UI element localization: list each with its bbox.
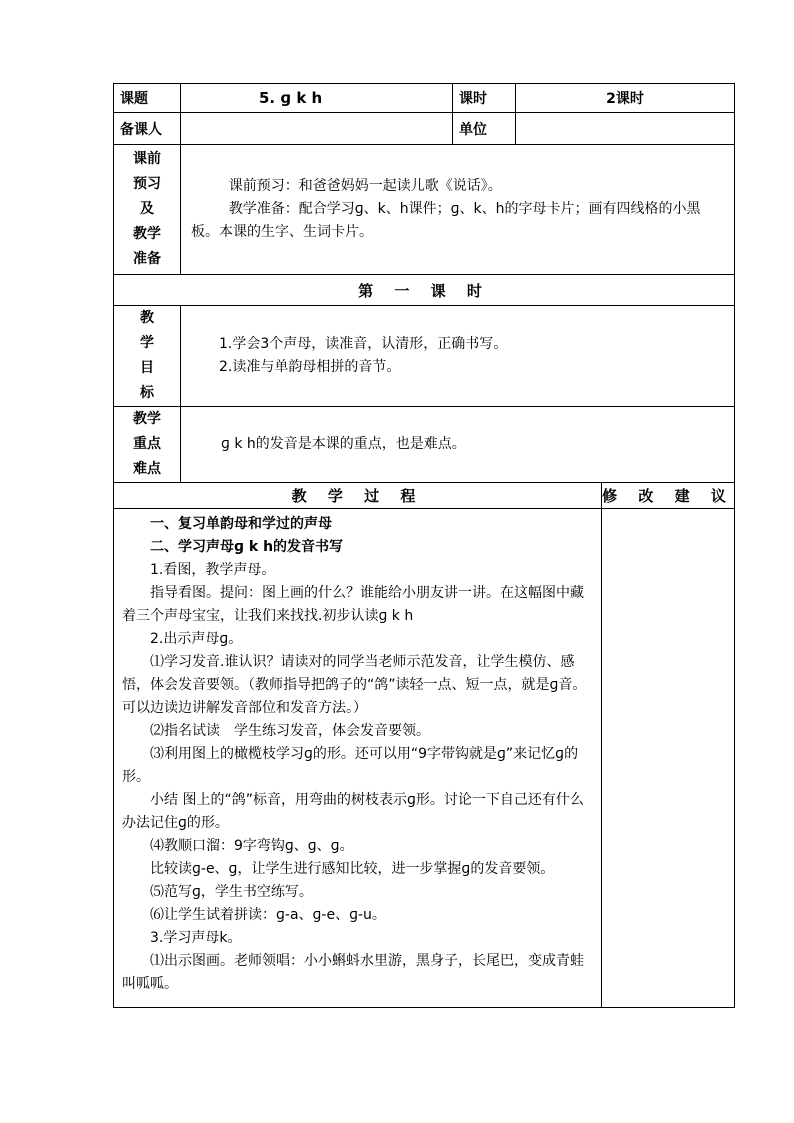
prep-content — [181, 145, 735, 275]
process-line: ⑹让学生试着拼读：ɡ-a、ɡ-e、ɡ-u。 — [150, 907, 386, 923]
process-line: ⑴学习发音.谁认识？请读对的同学当老师示范发音，让学生模仿、感悟，体会发音要领。（教师指导把鸽子的“鸽”读轻一点、短一点，就是ɡ音。可以边读边讲解发音部位和发音方法。） — [122, 654, 587, 716]
subject-value: 5. ɡ k h — [181, 84, 453, 113]
prep-label-line: 教学 — [133, 226, 161, 242]
process-line: 2.出示声母ɡ。 — [150, 631, 243, 647]
period-value: 2课时 — [516, 84, 735, 113]
focus-label — [114, 407, 181, 483]
revise-header: 修 改 建 议 — [602, 483, 735, 509]
process-line: 二、学习声母ɡ k h的发音书写 — [150, 539, 344, 555]
section-title: 第 一 课 时 — [114, 275, 735, 306]
goals-label-line: 目 — [140, 360, 154, 376]
prep-label-line: 准备 — [133, 251, 161, 267]
subject-label: 课题 — [114, 84, 181, 113]
period-label: 课时 — [453, 84, 516, 113]
focus-label-line: 难点 — [133, 461, 161, 477]
prep-label-line: 课前 — [133, 151, 161, 167]
goals-label-line: 学 — [140, 335, 154, 351]
process-header: 教 学 过 程 — [114, 483, 602, 509]
process-line: ⑸范写ɡ，学生书空练写。 — [150, 884, 313, 900]
process-line: 小结 图上的“鸽”标音，用弯曲的树枝表示ɡ形。讨论一下自己还有什么办法记住ɡ的形。 — [122, 792, 584, 831]
prep-line: 教学准备：配合学习ɡ、k、h课件；ɡ、k、h的字母卡片；画有四线格的小黑板。本课的生字、生词卡片。 — [191, 201, 701, 240]
process-body — [114, 509, 602, 1008]
prep-label-line: 预习 — [133, 176, 161, 192]
prep-label-line: 及 — [140, 201, 154, 217]
goals-label-line: 教 — [140, 310, 154, 326]
focus-content: ɡ k h的发音是本课的重点，也是难点。 — [181, 407, 735, 483]
unit-label: 单位 — [453, 113, 516, 145]
focus-label-line: 重点 — [133, 436, 161, 452]
process-line: ⑶利用图上的橄榄枝学习ɡ的形。还可以用“9字带钩就是ɡ”来记忆ɡ的形。 — [122, 746, 579, 785]
prep-line: 课前预习：和爸爸妈妈一起读儿歌《说话》。 — [228, 178, 502, 194]
goals-label — [114, 306, 181, 407]
process-line: 指导看图。提问：图上画的什么？谁能给小朋友讲一讲。在这幅图中藏着三个声母宝宝，让我们来找找.初步认读ɡ k h — [122, 585, 584, 624]
process-line: ⑷教顺口溜：9字弯钩ɡ、ɡ、ɡ。 — [150, 838, 354, 854]
process-line: 1.看图，教学声母。 — [150, 562, 276, 578]
goal-line: 2.读准与单韵母相拼的音节。 — [219, 359, 401, 375]
process-line: 一、复习单韵母和学过的声母 — [150, 516, 332, 532]
focus-label-line: 教学 — [133, 411, 161, 427]
lesson-plan-table — [113, 83, 735, 1008]
unit-value — [516, 113, 735, 145]
prep-label — [114, 145, 181, 275]
revise-column — [602, 509, 735, 1008]
process-line: ⑴出示图画。老师领唱：小小蝌蚪水里游，黑身子，长尾巴，变成青蛙叫呱呱。 — [122, 953, 584, 992]
teacher-label: 备课人 — [114, 113, 181, 145]
process-line: ⑵指名试读 学生练习发音，体会发音要领。 — [150, 723, 430, 739]
process-line: 3.学习声母k。 — [150, 930, 242, 946]
teacher-value — [181, 113, 453, 145]
goal-line: 1.学会3个声母，读准音，认清形，正确书写。 — [219, 336, 508, 352]
goals-label-line: 标 — [140, 385, 154, 401]
process-line: 比较读ɡ-e、ɡ，让学生进行感知比较，进一步掌握ɡ的发音要领。 — [150, 861, 555, 877]
goals-content — [181, 306, 735, 407]
